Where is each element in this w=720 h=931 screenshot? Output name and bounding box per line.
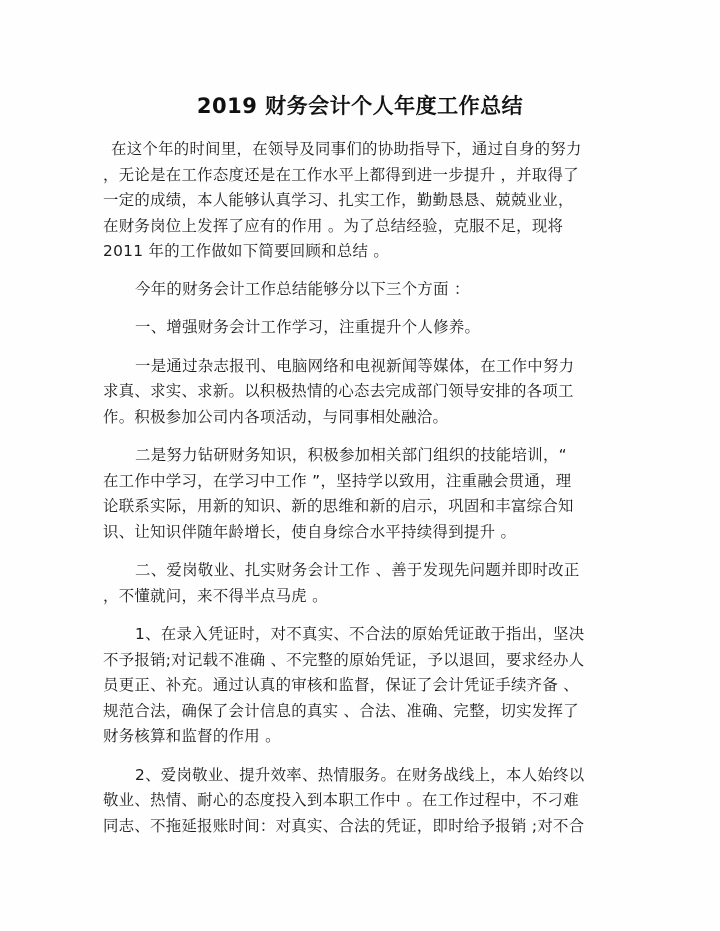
paragraph-point-1b: [103, 443, 613, 545]
text-line: 敬业、热情、耐心的态度投入到本职工作中 。在工作过程中，不刁难: [103, 791, 579, 809]
paragraph-point-1a: [103, 354, 613, 431]
text-line: 2011 年的工作做如下简要回顾和总结 。: [103, 242, 390, 260]
text-line: 二、爱岗敬业、扎实财务会计工作 、善于发现先问题并即时改正: [135, 561, 580, 579]
text-line: 2、爱岗敬业、提升效率、热情服务。在财务战线上，本人始终以: [135, 765, 585, 784]
text-line: 财务核算和监督的作用 。: [103, 727, 281, 745]
paragraph-overview: [103, 277, 613, 303]
text-line: 在财务岗位上发挥了应有的作用 。为了总结经验，克服不足，现将: [103, 216, 564, 235]
text-line: 一、增强财务会计工作学习，注重提升个人修养。: [135, 318, 481, 336]
text-line: 规范合法，确保了会计信息的真实 、合法、准确、完整，切实发挥了: [103, 701, 579, 720]
section-heading-2: [103, 558, 613, 609]
document-title: 2019 财务会计个人年度工作总结: [196, 94, 524, 118]
text-line: ，不懂就问，来不得半点马虎 。: [103, 586, 328, 605]
text-line: 不予报销;对记载不准确 、不完整的原始凭证，予以退回，要求经办人: [103, 650, 585, 669]
text-line: 在工作中学习，在学习中工作 ”，坚持学以致用，注重融会贯通，理: [103, 471, 572, 490]
document-body: [103, 137, 613, 852]
text-line: 二是努力钻研财务知识，积极参加相关部门组织的技能培训，“: [135, 446, 567, 464]
text-line: 一定的成绩，本人能够认真学习、扎实工作，勤勤恳恳、兢兢业业，: [103, 191, 574, 209]
text-line: ，无论是在工作态度还是在工作水平上都得到进一步提升 ，并取得了: [103, 165, 579, 184]
text-line: 作。积极参加公司内各项活动，与同事相处融洽。: [103, 407, 449, 426]
paragraph-item-2: [103, 763, 613, 840]
text-line: 在这个年的时间里，在领导及同事们的协助指导下，通过自身的努力: [111, 140, 582, 158]
text-line: 同志、不拖延报账时间：对真实、合法的凭证，即时给予报销 ;对不合: [103, 816, 585, 835]
text-line: 论联系实际，用新的知识、新的思维和新的启示，巩固和丰富综合知: [103, 497, 574, 515]
text-line: 识、让知识伴随年龄增长，使自身综合水平持续得到提升 。: [103, 522, 517, 541]
text-line: 员更正、补充。通过认真的审核和监督，保证了会计凭证手续齐备 、: [103, 676, 579, 694]
text-line: 1、在录入凭证时，对不真实、不合法的原始凭证敢于指出，坚决: [135, 625, 585, 643]
paragraph-intro: [103, 137, 613, 265]
text-line: 一是通过杂志报刊、电脑网络和电视新闻等媒体，在工作中努力: [135, 356, 575, 375]
paragraph-item-1: [103, 622, 613, 750]
section-heading-1: [103, 315, 613, 341]
text-line: 今年的财务会计工作总结能够分以下三个方面 ：: [135, 279, 470, 298]
text-line: 求真、求实、求新。以积极热情的心态去完成部门领导安排的各项工: [103, 382, 574, 400]
